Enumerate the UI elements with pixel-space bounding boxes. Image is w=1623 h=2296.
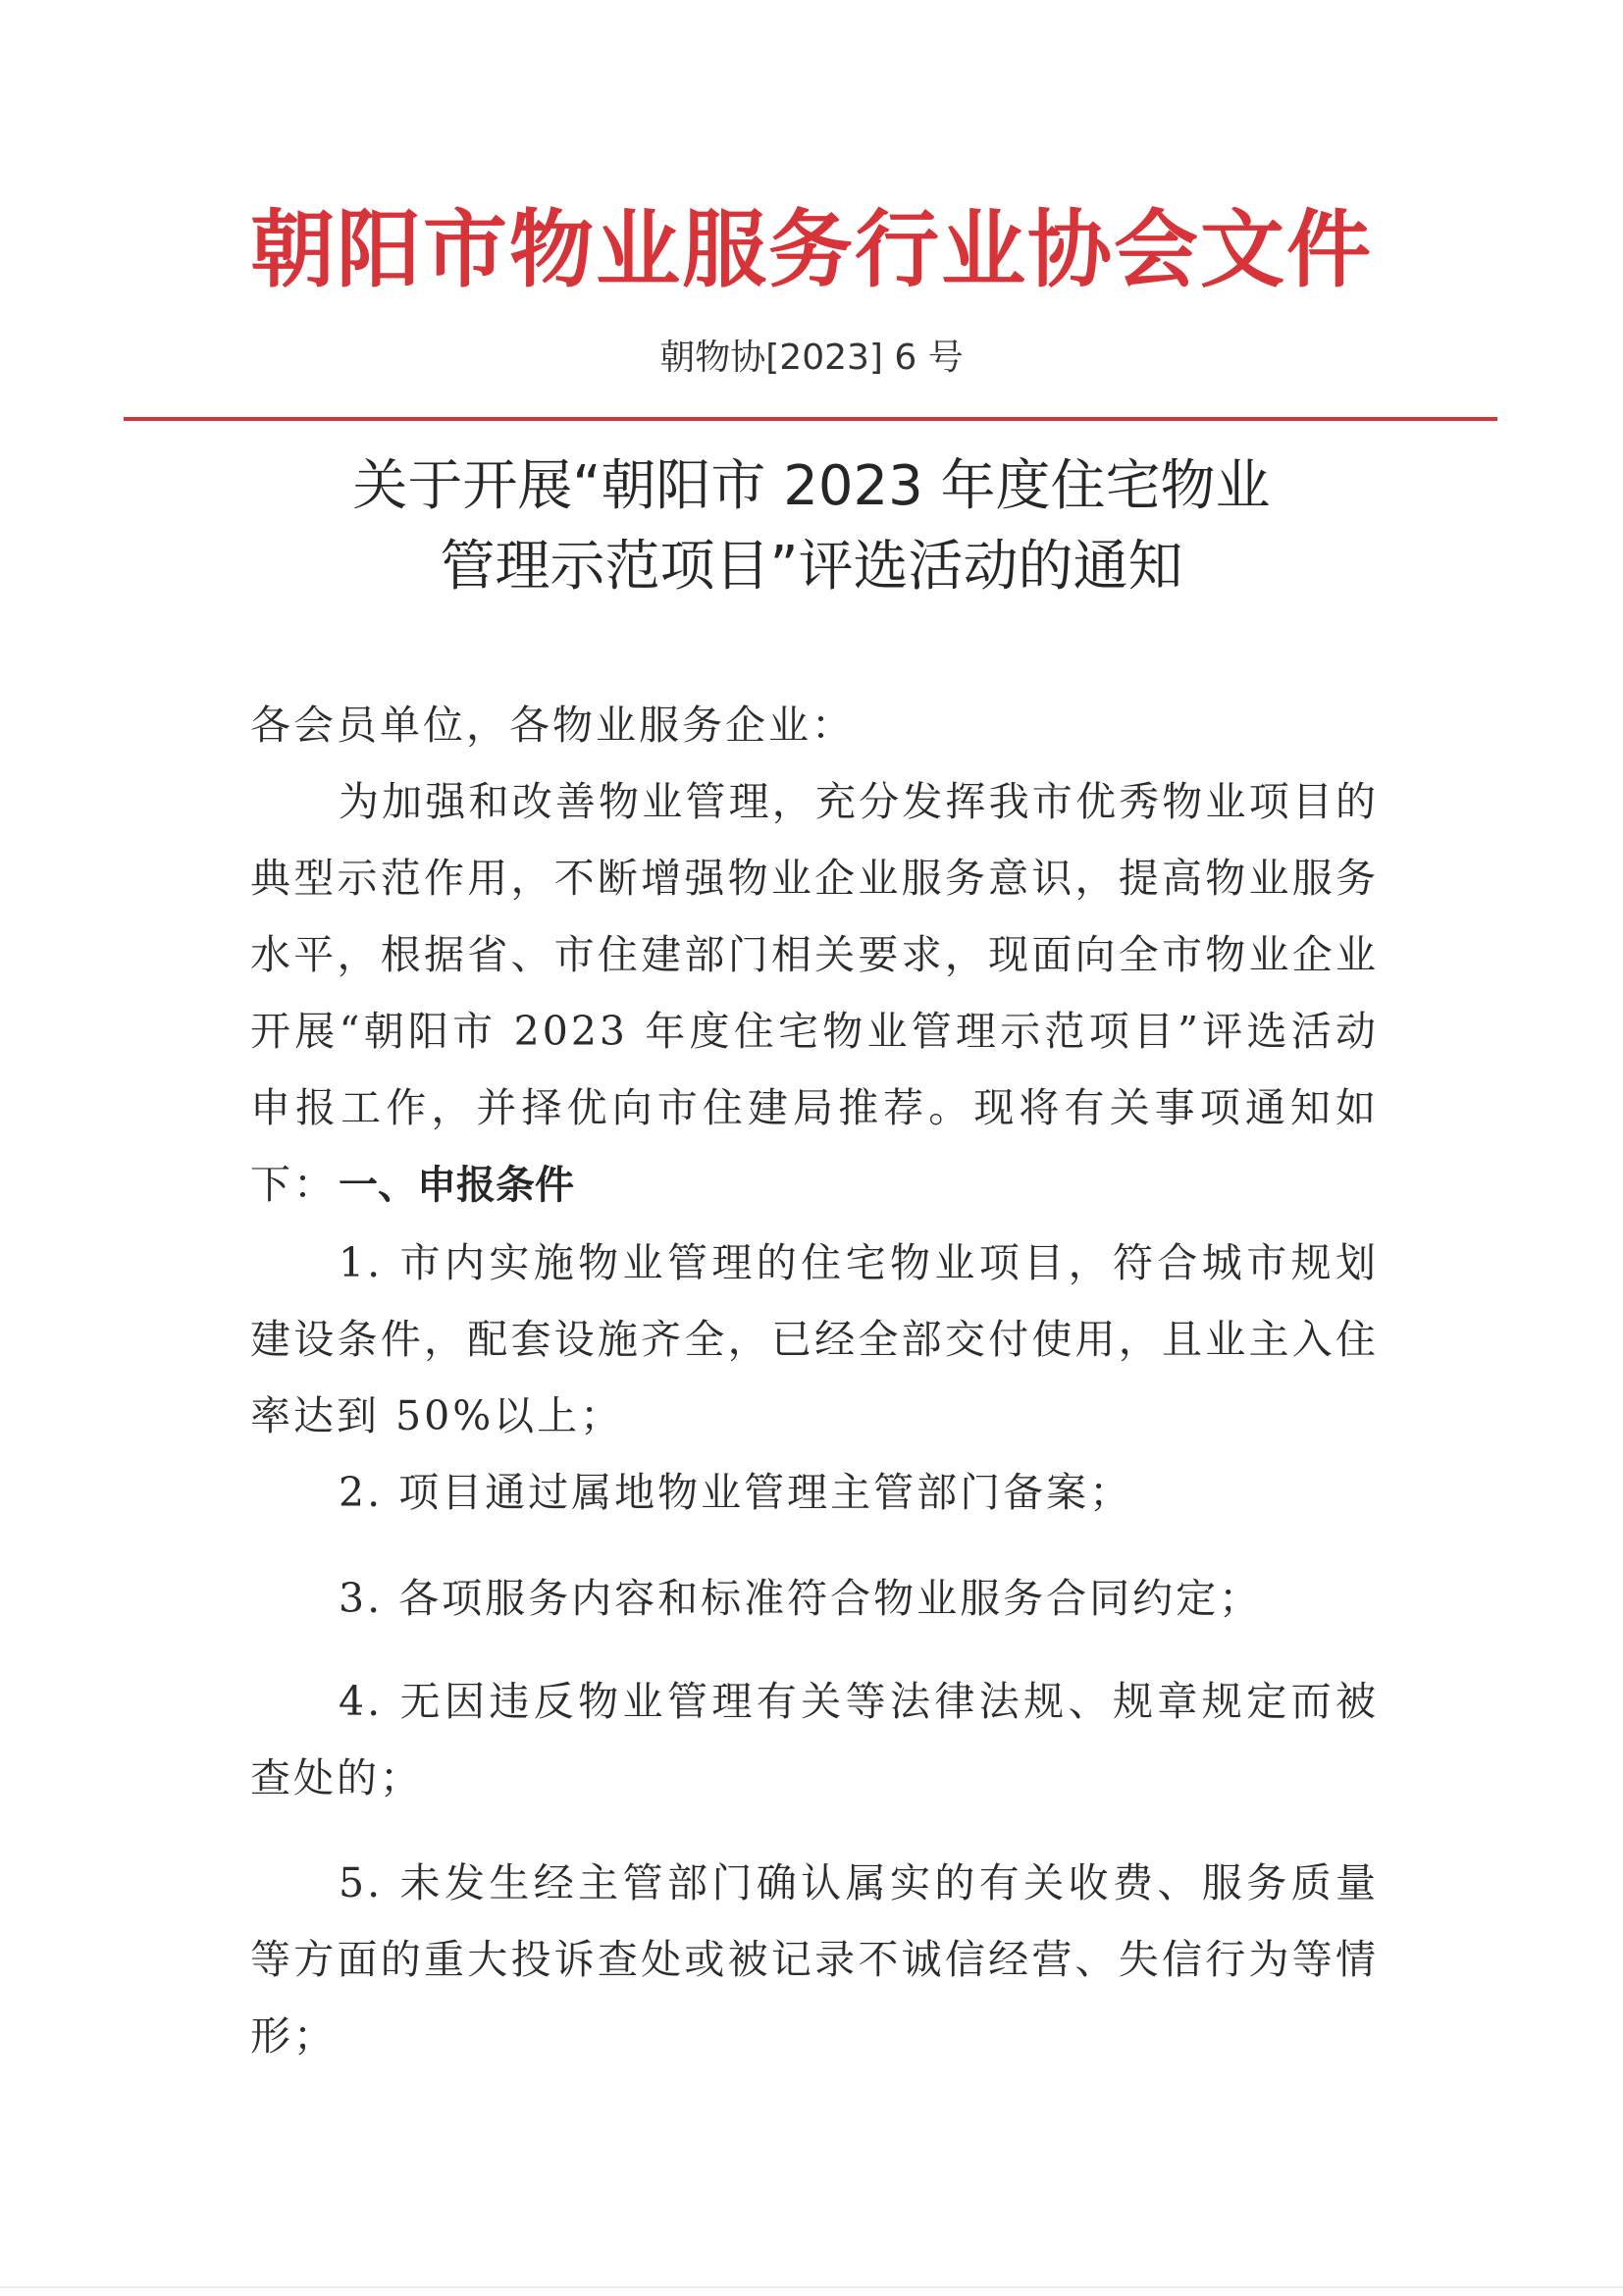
condition-item-5: 5. 未发生经主管部门确认属实的有关收费、服务质量等方面的重大投诉查处或被记录不诚信经营、失信行为等情形；: [250, 1859, 1379, 2060]
condition-item-2: 2. 项目通过属地物业管理主管部门备案；: [339, 1469, 1133, 1516]
header-divider: [124, 417, 1497, 421]
notice-title: [0, 446, 1623, 607]
notice-title-line-1: 关于开展“朝阳市 2023 年度住宅物业: [352, 454, 1271, 518]
page-bottom-edge: [0, 2286, 1623, 2288]
condition-item-4: 4. 无因违反物业管理有关等法律法规、规章规定而被查处的；: [250, 1678, 1379, 1801]
section-heading-application-conditions: 一、申报条件: [339, 1163, 574, 1208]
condition-item-3: 3. 各项服务内容和标准符合物业服务合同约定；: [339, 1575, 1263, 1622]
intro-paragraph: 为加强和改善物业管理，充分发挥我市优秀物业项目的典型示范作用，不断增强物业企业服务意识，提高物业服务水平，根据省、市住建部门相关要求，现面向全市物业企业开展“朝阳市 2023 年度住宅物业管理示范项目”评选活动申报工作，并择优向市住建局推荐。现将有关事项通知如下：: [250, 778, 1379, 1208]
salutation: 各会员单位，各物业服务企业：: [250, 702, 855, 749]
notice-title-line-2: 管理示范项目”评选活动的通知: [440, 535, 1183, 599]
document-header-title: 朝阳市物业服务行业协会文件: [250, 200, 1373, 299]
condition-item-1: 1. 市内实施物业管理的住宅物业项目，符合城市规划建设条件，配套设施齐全，已经全部交付使用，且业主入住率达到 50%以上；: [250, 1239, 1379, 1439]
document-number: 朝物协[2023] 6 号: [659, 338, 964, 378]
